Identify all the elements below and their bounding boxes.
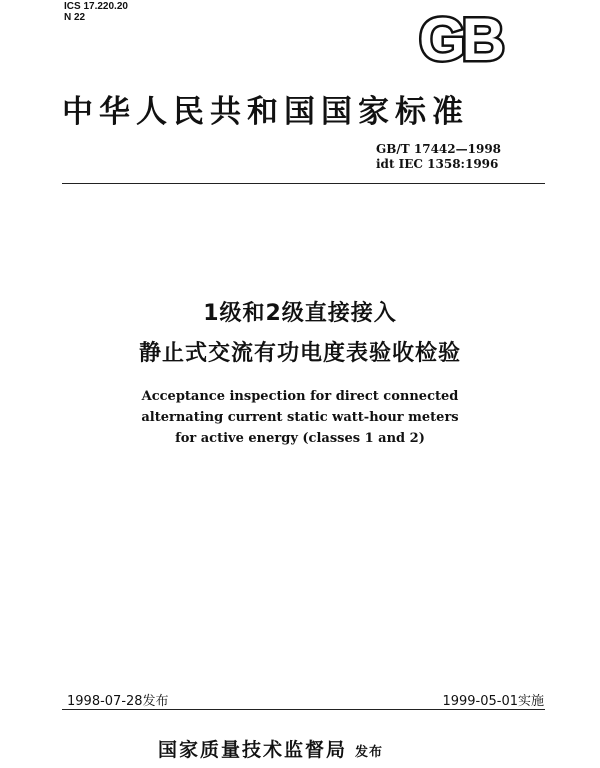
implement-date: 1999-05-01实施 bbox=[442, 694, 544, 709]
issuer bbox=[158, 735, 383, 762]
ics-code: ICS 17.220.20 bbox=[64, 1, 128, 12]
n-code: N 22 bbox=[64, 12, 86, 23]
issuer-action: 发布 bbox=[355, 745, 384, 760]
gb-logo bbox=[404, 10, 516, 68]
publish-date: 1998-07-28发布 bbox=[67, 694, 169, 709]
standard-codes bbox=[376, 142, 501, 172]
classification-codes bbox=[64, 1, 128, 23]
english-title-line-3: for active energy (classes 1 and 2) bbox=[175, 431, 425, 446]
footer-divider bbox=[62, 709, 545, 710]
gb-logo-text: GB bbox=[419, 10, 501, 68]
chinese-title-line-2: 静止式交流有功电度表验收检验 bbox=[138, 341, 461, 366]
english-title bbox=[0, 386, 600, 449]
national-standard-title: 中华人民共和国国家标准 bbox=[62, 94, 469, 130]
issuer-name: 国家质量技术监督局 bbox=[158, 739, 348, 761]
idt-code: idt IEC 1358:1996 bbox=[376, 157, 499, 171]
standard-code: GB/T 17442—1998 bbox=[376, 142, 502, 156]
chinese-title-line-1: 1级和2级直接接入 bbox=[203, 301, 397, 326]
header-divider bbox=[62, 183, 545, 184]
english-title-line-1: Acceptance inspection for direct connected bbox=[141, 389, 459, 404]
english-title-line-2: alternating current static watt-hour meters bbox=[141, 410, 459, 425]
